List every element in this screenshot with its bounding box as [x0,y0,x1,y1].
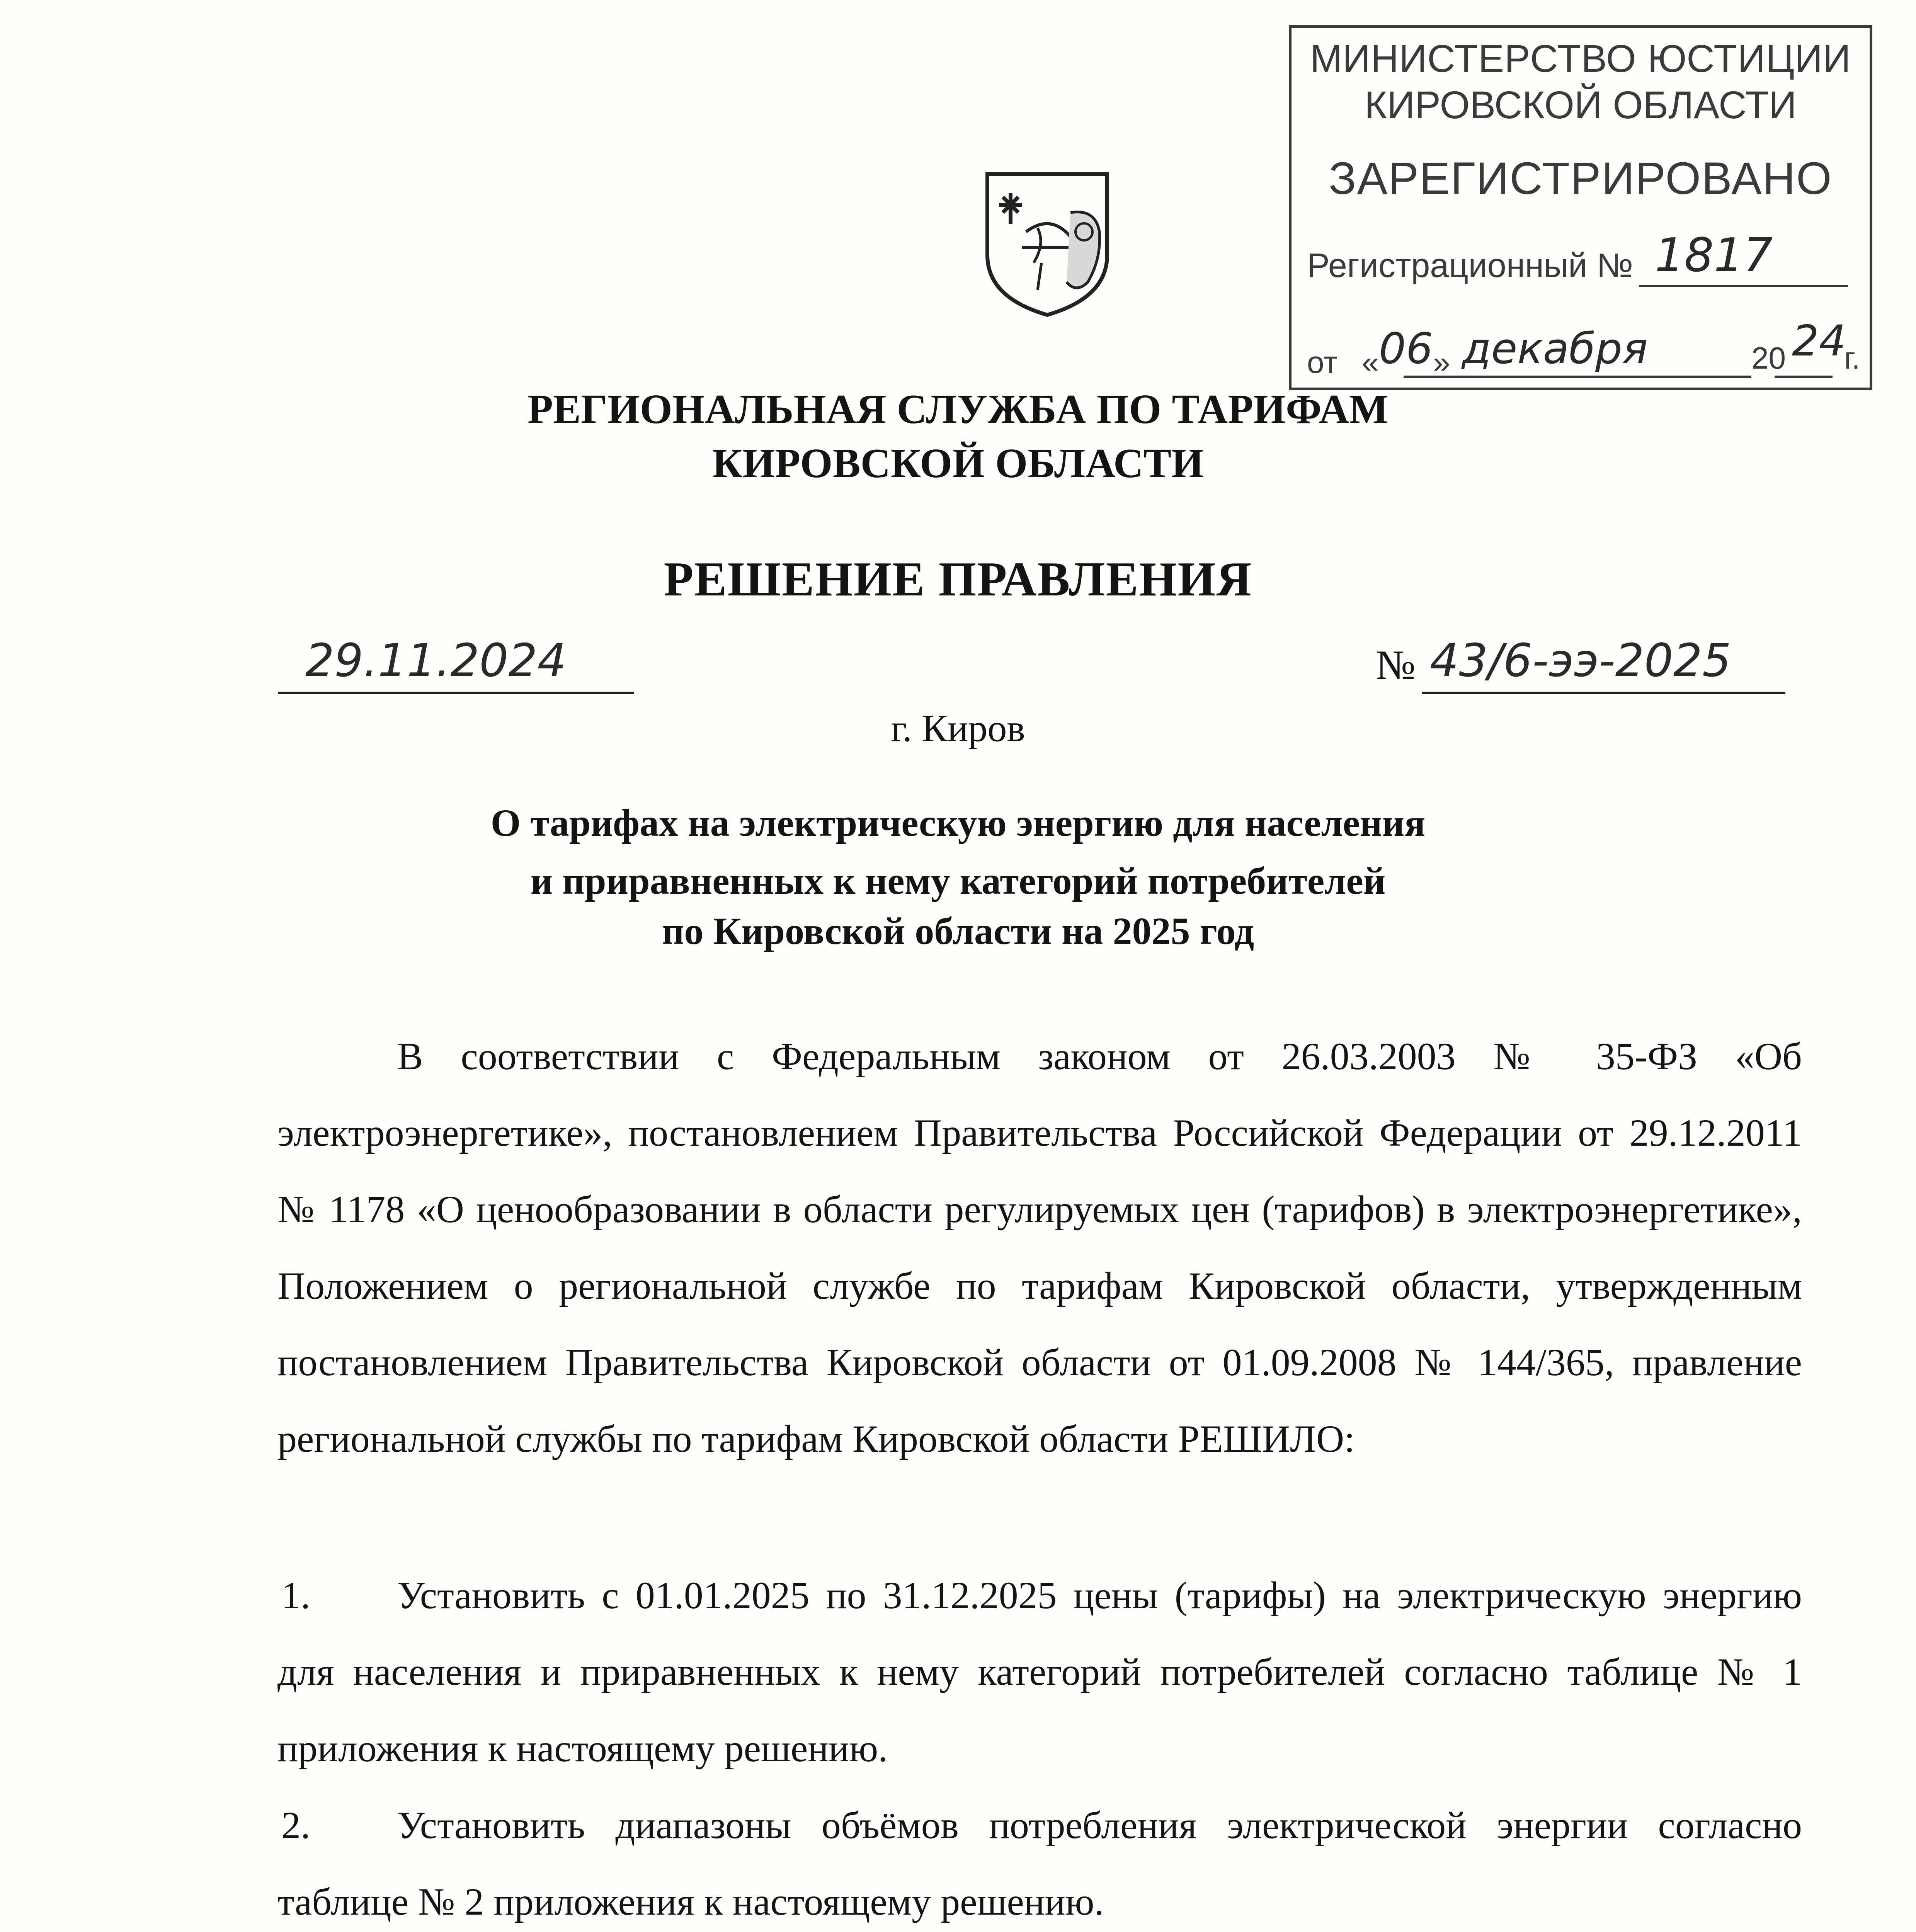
org-name-line2: КИРОВСКОЙ ОБЛАСТИ [712,440,1204,486]
stamp-regnum-underline [1639,285,1848,287]
org-name-line1: РЕГИОНАЛЬНАЯ СЛУЖБА ПО ТАРИФАМ [527,386,1389,432]
stamp-year-unit: г. [1844,341,1860,375]
stamp-regnum-value: 1817 [1655,229,1773,282]
decision-item [277,1557,1802,1787]
decision-date: 29.11.2024 [305,634,567,687]
stamp-status: ЗАРЕГИСТРИРОВАНО [1329,153,1833,204]
stamp-regnum-label: Регистрационный № [1307,246,1634,284]
item-number: 1. [281,1574,310,1617]
stamp-quote-open: « [1361,345,1379,379]
stamp-year-underline [1775,376,1833,378]
city: г. Киров [891,707,1025,750]
item-text: Установить с 01.01.2025 по 31.12.2025 цены (тарифы) на электрическую энергию для населения и приравненных к нему категорий потребителей согласно таблице № 1 приложения к настоящему решению. [277,1574,1802,1770]
stamp-day: 06 [1379,324,1433,373]
title-line3: по Кировской области на 2025 год [662,910,1254,952]
coat-of-arms-icon [980,166,1115,321]
item-number: 2. [281,1804,310,1847]
date-underline [278,692,634,694]
preamble-paragraph: В соответствии с Федеральным законом от 26.03.2003 № 35-ФЗ «Об электроэнергетике», постановлением Правительства Российской Федерации от 29.12.2011 № 1178 «О ценообразовании в области регулируемых цен (тарифов) в электроэнергетике», Положением о региональной службе по тарифам Кировской области, утвержденным постановлением Правительства Кировской области от 01.09.2008 № 144/365, правление региональной службы по тарифам Кировской области РЕШИЛО: [277,1035,1802,1460]
stamp-month: декабря [1462,324,1648,373]
stamp-date-underline [1404,376,1751,378]
stamp-date-prefix: от [1307,345,1338,379]
document-type: РЕШЕНИЕ ПРАВЛЕНИЯ [664,553,1252,606]
registration-stamp [1289,25,1872,390]
title-line1: О тарифах на электрическую энергию для населения [490,801,1426,844]
decision-item [277,1787,1802,1932]
decision-number: 43/6-ээ-2025 [1430,634,1731,687]
stamp-year-suffix: 24 [1792,316,1846,366]
number-sign: № [1376,642,1416,688]
title-line2: и приравненных к нему категорий потребителей [530,859,1386,902]
stamp-region: КИРОВСКОЙ ОБЛАСТИ [1365,83,1797,127]
stamp-year-prefix: 20 [1751,341,1786,375]
stamp-ministry: МИНИСТЕРСТВО ЮСТИЦИИ [1310,37,1851,80]
item-text: Установить диапазоны объёмов потребления электрической энергии согласно таблице № 2 приложения к настоящему решению. [277,1804,1802,1923]
stamp-quote-close: » [1433,345,1450,379]
number-underline [1422,692,1785,694]
